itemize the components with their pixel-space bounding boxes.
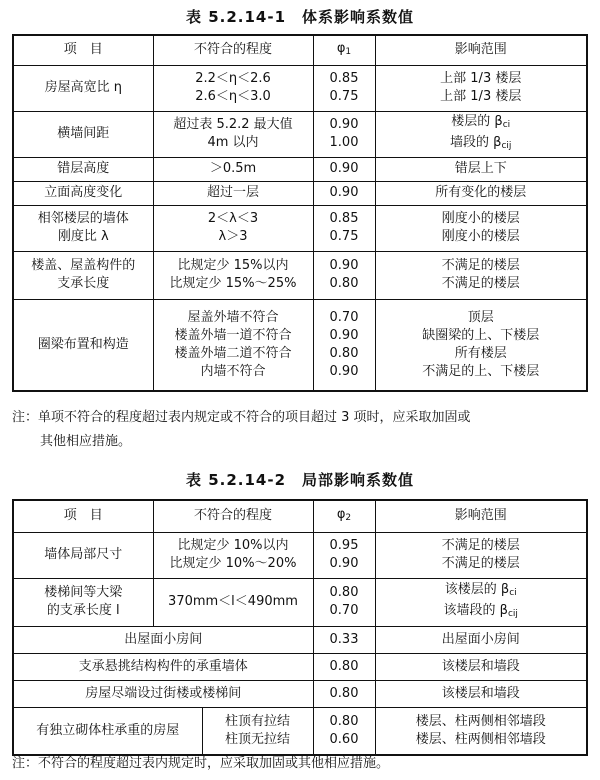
phi-cell: 0.80 xyxy=(313,680,375,707)
degree-cell: 超过一层 xyxy=(153,181,313,205)
header-item: 项 目 xyxy=(13,500,153,532)
scope-cell: 该楼层的 $\beta_{ci}$ 该墙段的 $\beta_{cij}$ xyxy=(375,578,587,626)
scope-cell: 楼层的 $\beta_{ci}$ 墙段的 $\beta_{cij}$ xyxy=(375,111,587,157)
degree-cell: 370mm＜l＜490mm xyxy=(153,578,313,626)
degree-cell: 柱顶有拉结 柱顶无拉结 xyxy=(224,713,290,747)
item-cell: 出屋面小房间 xyxy=(13,626,313,653)
degree-cell: 屋盖外墙不符合 楼盖外墙一道不符合 楼盖外墙二道不符合 内墙不符合 xyxy=(153,299,313,391)
degree-cell: 比规定少 15%以内 比规定少 15%～25% xyxy=(153,251,313,299)
scope-cell: 所有变化的楼层 xyxy=(375,181,587,205)
phi-cell: 0.80 xyxy=(313,653,375,680)
phi-cell: 0.85 0.75 xyxy=(313,65,375,111)
table-row xyxy=(13,157,587,181)
table-row xyxy=(13,578,587,626)
header-item: 项 目 xyxy=(13,35,153,65)
table-row xyxy=(13,111,587,157)
system-influence-table xyxy=(12,34,588,392)
header-scope: 影响范围 xyxy=(375,500,587,532)
table-row xyxy=(13,707,587,755)
phi-cell: 0.80 0.70 xyxy=(313,578,375,626)
table-header-row xyxy=(13,500,587,532)
scope-cell: 不满足的楼层 不满足的楼层 xyxy=(375,251,587,299)
scope-cell: 楼层、柱两侧相邻墙段 楼层、柱两侧相邻墙段 xyxy=(375,707,587,755)
table-row xyxy=(13,181,587,205)
item-cell: 房屋尽端设过街楼或楼梯间 xyxy=(13,680,313,707)
item-cell: 楼盖、屋盖构件的 支承长度 xyxy=(13,251,153,299)
table-row xyxy=(13,653,587,680)
phi-cell: 0.33 xyxy=(313,626,375,653)
scope-cell: 上部 1/3 楼层 上部 1/3 楼层 xyxy=(375,65,587,111)
table-row xyxy=(13,299,587,391)
phi-cell: 0.90 xyxy=(313,181,375,205)
degree-cell: ＞0.5m xyxy=(153,157,313,181)
item-cell: 错层高度 xyxy=(13,157,153,181)
header-phi: $\varphi_2$ xyxy=(313,500,375,532)
degree-cell: 比规定少 10%以内 比规定少 10%～20% xyxy=(153,532,313,578)
degree-cell: 2.2＜η＜2.6 2.6＜η＜3.0 xyxy=(153,65,313,111)
table-row xyxy=(13,65,587,111)
phi-cell: 0.85 0.75 xyxy=(313,205,375,251)
phi-cell: 0.90 0.80 xyxy=(313,251,375,299)
header-degree: 不符合的程度 xyxy=(153,500,313,532)
item-cell: 有独立砌体柱承重的房屋 柱顶有拉结 柱顶无拉结 xyxy=(13,707,313,755)
scope-cell: 刚度小的楼层 刚度小的楼层 xyxy=(375,205,587,251)
item-cell: 墙体局部尺寸 xyxy=(13,532,153,578)
item-cell: 圈梁布置和构造 xyxy=(13,299,153,391)
scope-cell: 错层上下 xyxy=(375,157,587,181)
table-row xyxy=(13,251,587,299)
table1-title: 表 5.2.14-1 体系影响系数值 xyxy=(185,8,415,26)
scope-cell: 顶层 缺圈梁的上、下楼层 所有楼层 不满足的上、下楼层 xyxy=(375,299,587,391)
item-cell: 支承悬挑结构构件的承重墙体 xyxy=(13,653,313,680)
table-row xyxy=(13,205,587,251)
local-influence-table xyxy=(12,499,588,756)
header-phi: $\varphi_1$ xyxy=(313,35,375,65)
item-cell: 楼梯间等大梁 的支承长度 l xyxy=(13,578,153,626)
scope-cell: 该楼层和墙段 xyxy=(375,653,587,680)
scope-cell: 该楼层和墙段 xyxy=(375,680,587,707)
phi-cell: 0.90 xyxy=(313,157,375,181)
phi-cell: 0.80 0.60 xyxy=(313,707,375,755)
item-cell: 房屋高宽比 η xyxy=(13,65,153,111)
phi-cell: 0.70 0.90 0.80 0.90 xyxy=(313,299,375,391)
table-row xyxy=(13,680,587,707)
item-cell: 相邻楼层的墙体 刚度比 λ xyxy=(13,205,153,251)
table2-note: 注：不符合的程度超过表内规定时，应采取加固或其他相应措施。 xyxy=(12,756,390,771)
table2-title: 表 5.2.14-2 局部影响系数值 xyxy=(185,471,415,489)
scope-cell: 不满足的楼层 不满足的楼层 xyxy=(375,532,587,578)
header-degree: 不符合的程度 xyxy=(153,35,313,65)
degree-cell: 超过表 5.2.2 最大值 4m 以内 xyxy=(153,111,313,157)
table-row xyxy=(13,532,587,578)
degree-cell: 2＜λ＜3 λ＞3 xyxy=(153,205,313,251)
table-header-row xyxy=(13,35,587,65)
item-cell: 横墙间距 xyxy=(13,111,153,157)
scope-cell: 出屋面小房间 xyxy=(375,626,587,653)
header-scope: 影响范围 xyxy=(375,35,587,65)
table1-note: 注：单项不符合的程度超过表内规定或不符合的项目超过 3 项时，应采取加固或 其他相应措施。 xyxy=(12,410,471,449)
phi-cell: 0.95 0.90 xyxy=(313,532,375,578)
phi-cell: 0.90 1.00 xyxy=(313,111,375,157)
item-cell: 立面高度变化 xyxy=(13,181,153,205)
table-row xyxy=(13,626,587,653)
